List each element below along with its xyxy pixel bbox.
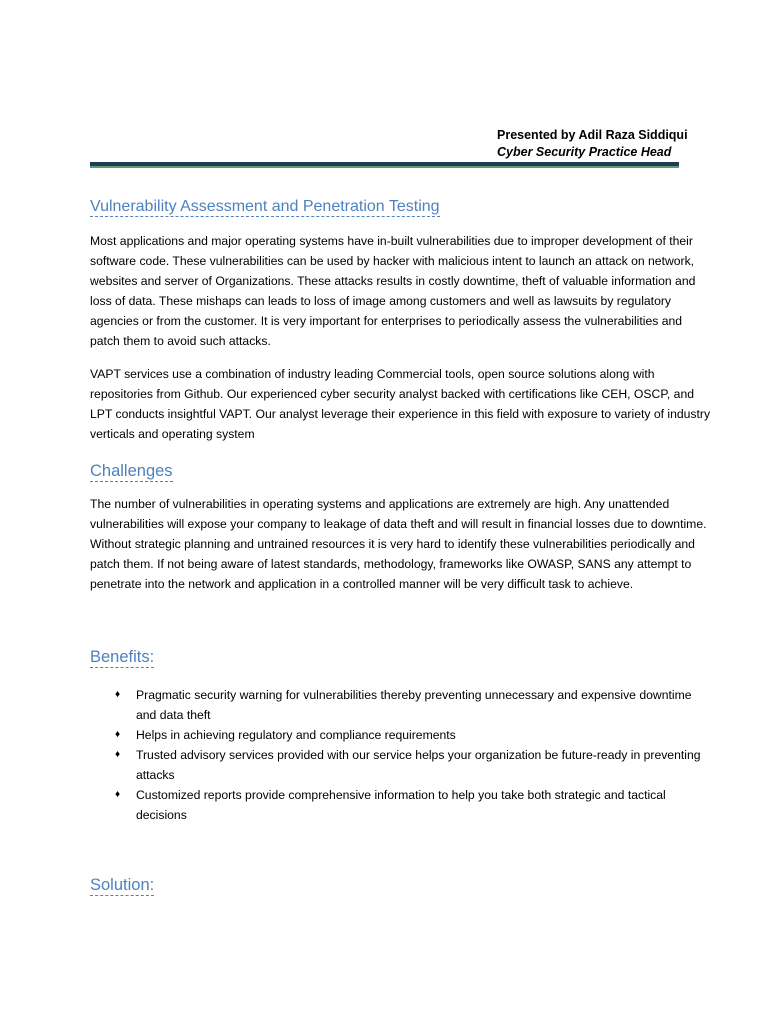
header-divider [90,162,679,168]
list-item [90,725,712,745]
list-item [90,745,712,785]
benefits-heading-text: Benefits: [90,648,155,666]
intro-paragraph-2: VAPT services use a combination of industry leading Commercial tools, open source solutions along with repositories from Github. Our experienced cyber security analyst backed with certifications like CEH, OSCP, and LPT conducts insightful VAPT. Our analyst leverage their experience in this field with exposure to variety of industry verticals and operating system [90,367,711,441]
presenter-role: Cyber Security Practice Head [497,145,672,159]
list-item-text: Pragmatic security warning for vulnerabilities thereby preventing unnecessary and expensive downtime and data theft [136,688,692,722]
presenter-name: Presented by Adil Raza Siddiqui [497,128,688,142]
solution-heading-text: Solution: [90,876,155,894]
benefits-list [90,685,712,825]
diamond-bullet-icon: ♦ [115,689,121,700]
list-item-text: Trusted advisory services provided with our service helps your organization be future-ready in preventing attacks [136,748,701,782]
intro-paragraph-1: Most applications and major operating systems have in-built vulnerabilities due to improper development of their software code. These vulnerabilities can be used by hacker with malicious intent to launch an attack on network, websites and server of Organizations. These attacks results in costly downtime, theft of valuable information and loss of data. These mishaps can leads to loss of image among customers and well as lawsuits by regulatory agencies or from the customer. It is very important for enterprises to periodically assess the vulnerabilities and patch them to avoid such attacks. [90,234,696,348]
diamond-bullet-icon: ♦ [115,789,121,800]
diamond-bullet-icon: ♦ [115,729,121,740]
solution-heading [90,874,712,896]
list-item [90,685,712,725]
presenter-block [497,127,747,161]
challenges-heading [90,460,712,482]
list-item-text: Customized reports provide comprehensive information to help you take both strategic and tactical decisions [136,788,666,822]
document-title-text: Vulnerability Assessment and Penetration Testing [90,198,440,215]
challenges-heading-text: Challenges [90,462,173,480]
challenges-paragraph: The number of vulnerabilities in operating systems and applications are extremely are high. Any unattended vulnerabilities will expose your company to leakage of data theft and will result in financial losses due to downtime. Without strategic planning and untrained resources it is very hard to identify these vulnerabilities periodically and patch them. If not being aware of latest standards, methodology, frameworks like OWASP, SANS any attempt to penetrate into the network and application in a controlled manner will be very difficult task to achieve. [90,497,707,591]
diamond-bullet-icon: ♦ [115,749,121,760]
list-item [90,785,712,825]
document-title [90,196,712,218]
list-item-text: Helps in achieving regulatory and compliance requirements [136,728,456,742]
document-body [90,196,712,896]
benefits-heading [90,646,712,668]
